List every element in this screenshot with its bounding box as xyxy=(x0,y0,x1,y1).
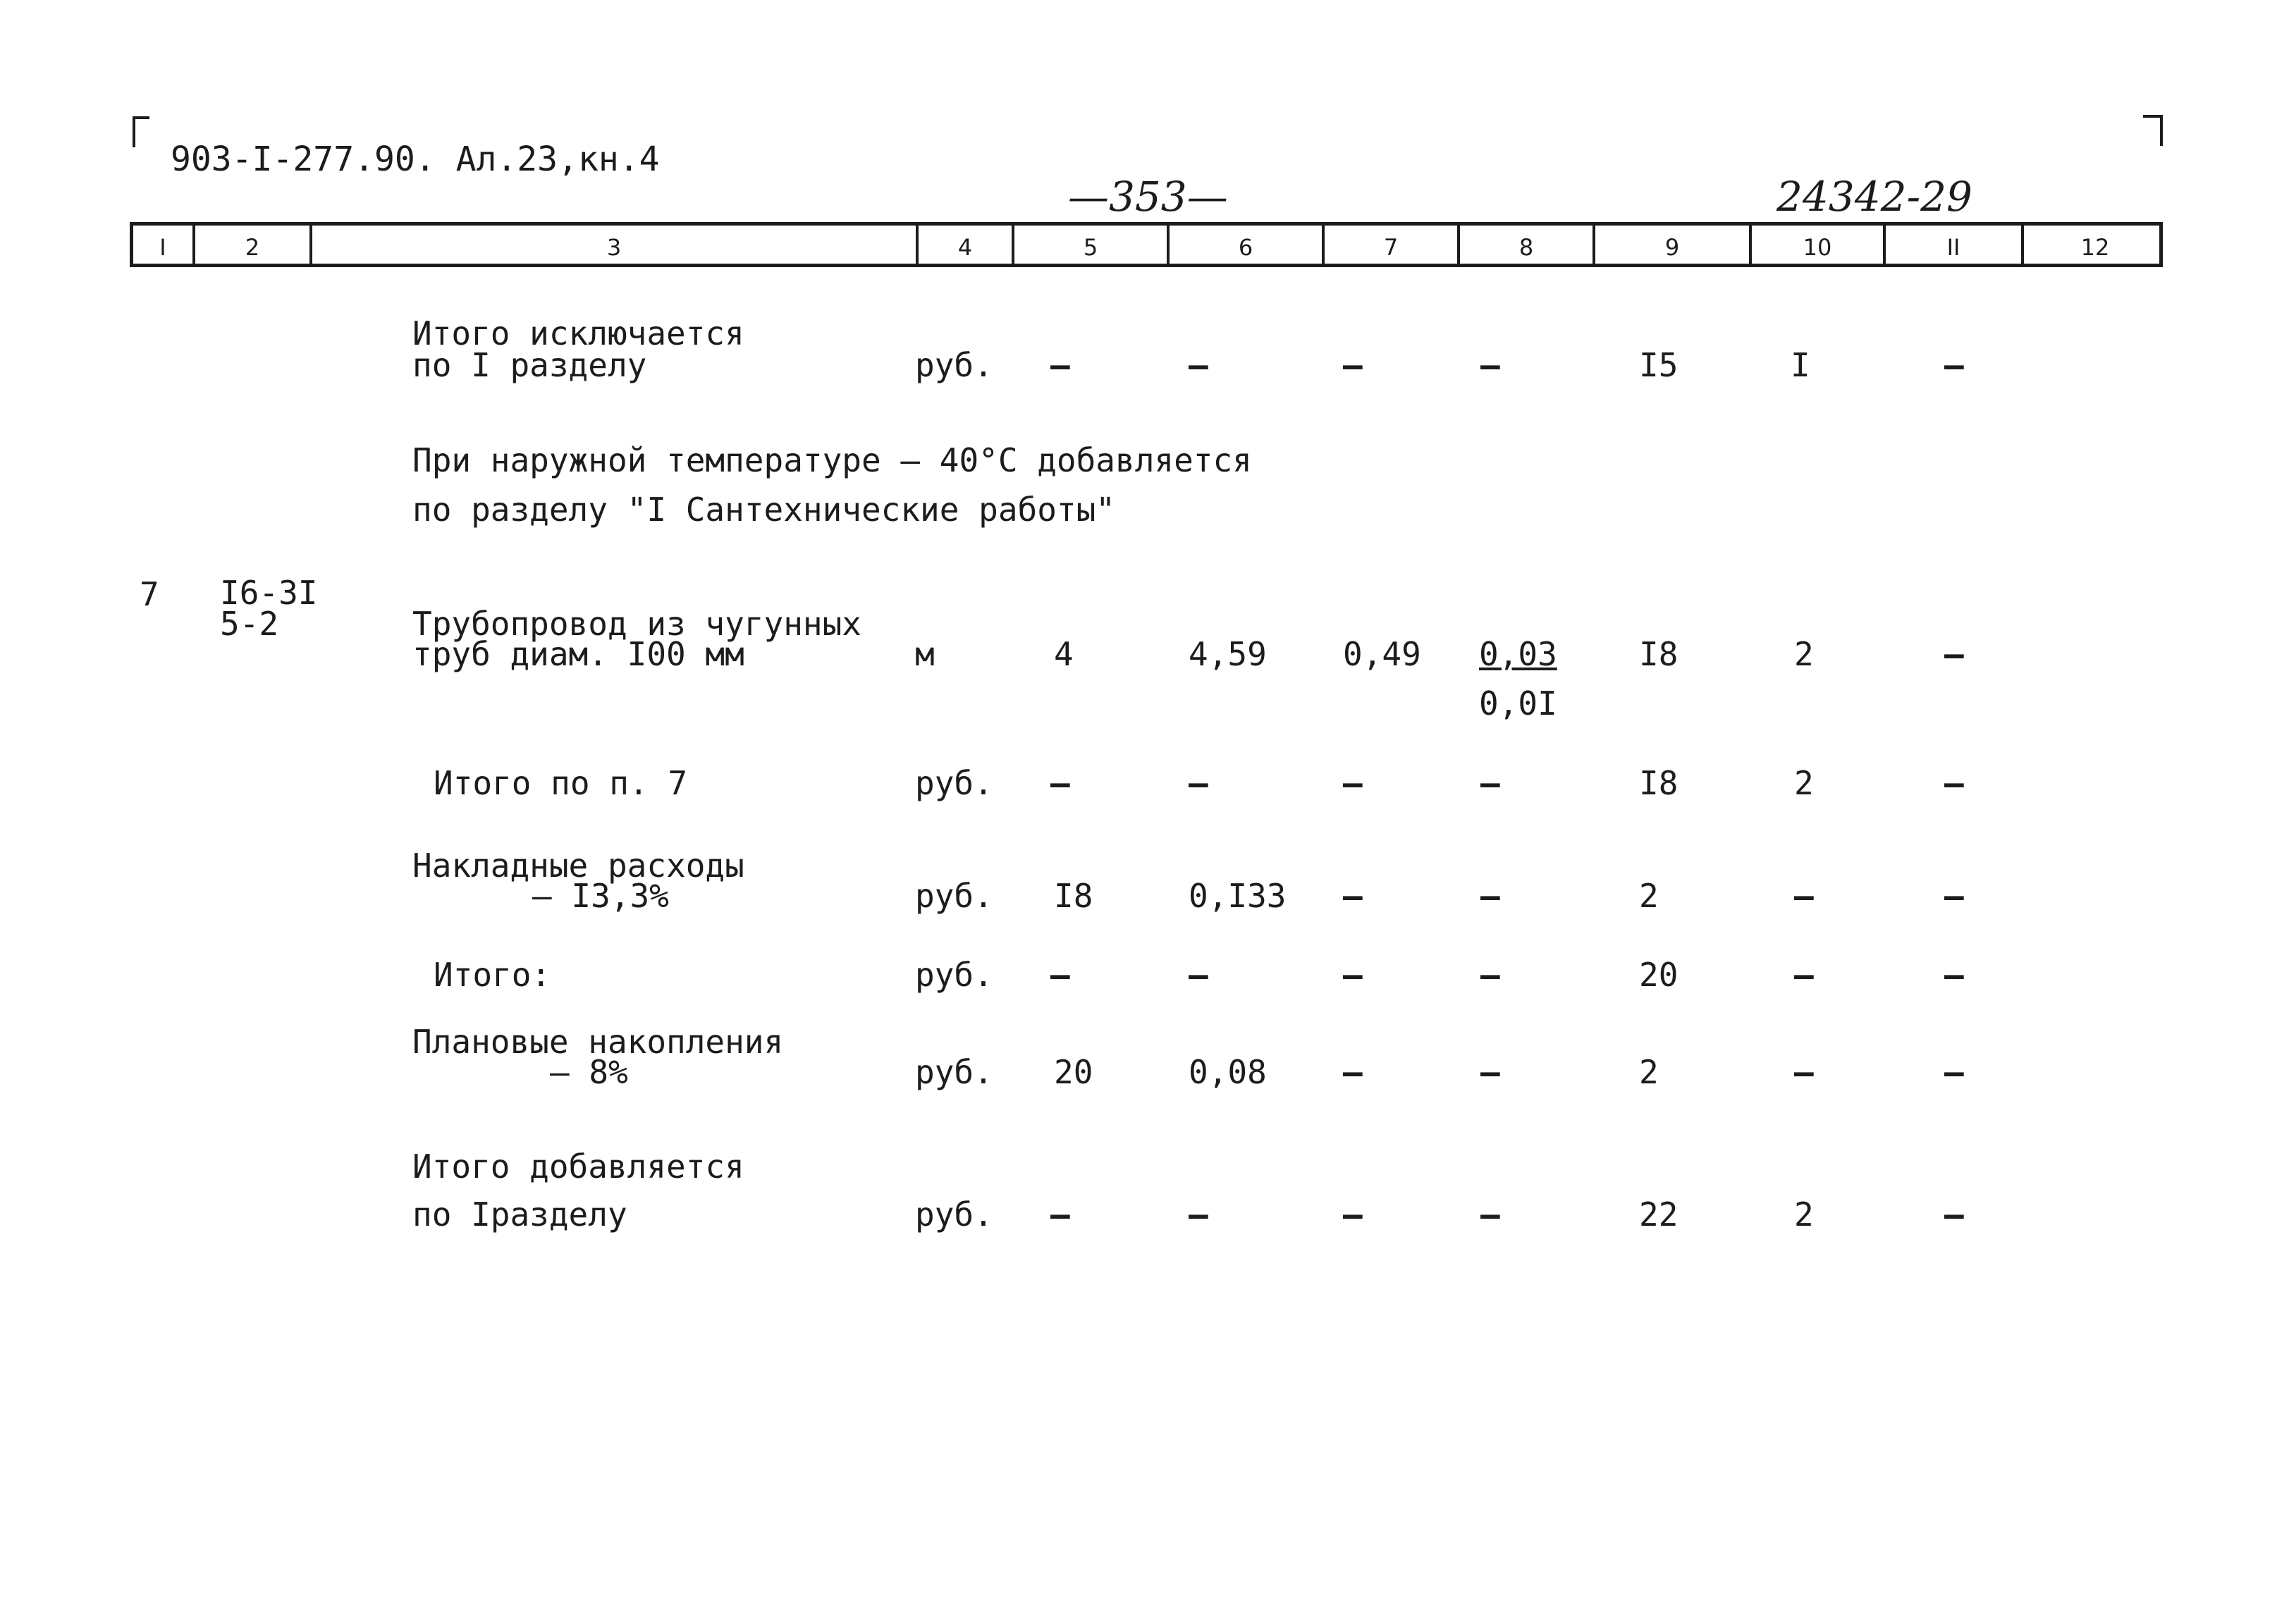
row-subtotal-c10: – xyxy=(1794,956,1814,994)
row-total-added-c5: – xyxy=(1050,1195,1070,1234)
row-subtotal-name: Итого: xyxy=(434,956,551,994)
row-planned-savings-name-line1: Плановые накопления xyxy=(412,1023,784,1061)
row-planned-savings-name-line2: – 8% xyxy=(550,1053,628,1091)
item7-c5: 4 xyxy=(1054,635,1074,673)
row-planned-savings-c8: – xyxy=(1480,1053,1500,1091)
row-total-added-c6: – xyxy=(1189,1195,1208,1234)
row-total-added-c7: – xyxy=(1343,1195,1363,1234)
row-subtotal-unit: руб. xyxy=(915,956,993,994)
row-total-excluded-name-line2: по I разделу xyxy=(412,346,647,384)
item7-name-line2: труб диам. I00 мм xyxy=(412,635,744,673)
row-overhead-name-line2: – I3,3% xyxy=(532,877,669,915)
row-planned-savings-c7: – xyxy=(1343,1053,1363,1091)
row-total-excluded-name-line1: Итого исключается xyxy=(412,314,744,352)
row-total-added-c10: 2 xyxy=(1794,1195,1814,1234)
row-total-excluded-c9: I5 xyxy=(1639,346,1679,384)
column-header-9: 9 xyxy=(1593,226,1749,264)
item7-c7: 0,49 xyxy=(1343,635,1421,673)
row-overhead-c8: – xyxy=(1480,877,1500,915)
row-total-item7-c7: – xyxy=(1343,764,1363,802)
document-code: 24342-29 xyxy=(1776,173,1972,221)
item7-c9: I8 xyxy=(1639,635,1679,673)
row-planned-savings-c10: – xyxy=(1794,1053,1814,1091)
column-header-8: 8 xyxy=(1457,226,1593,264)
item7-number: 7 xyxy=(140,575,159,613)
row-overhead-unit: руб. xyxy=(915,877,993,915)
row-total-added-c11: – xyxy=(1944,1195,1964,1234)
item7-c10: 2 xyxy=(1794,635,1814,673)
column-header-6: 6 xyxy=(1167,226,1322,264)
row-total-added-c8: – xyxy=(1480,1195,1500,1234)
item7-c8-bottom: 0,0I xyxy=(1479,684,1557,722)
note-line1: При наружной температуре – 40°С добавляется xyxy=(412,441,1252,479)
row-overhead-c7: – xyxy=(1343,877,1363,915)
row-subtotal-c11: – xyxy=(1944,956,1964,994)
row-overhead-c10: – xyxy=(1794,877,1814,915)
row-total-excluded-c11: – xyxy=(1944,346,1964,384)
corner-mark-left xyxy=(133,116,149,147)
corner-mark-right xyxy=(2143,115,2163,146)
row-total-excluded-c5: – xyxy=(1050,346,1070,384)
row-total-item7-name: Итого по п. 7 xyxy=(434,764,688,802)
row-total-excluded-c8: – xyxy=(1480,346,1500,384)
row-planned-savings-c9: 2 xyxy=(1639,1053,1659,1091)
row-total-item7-c10: 2 xyxy=(1794,764,1814,802)
row-total-item7-c5: – xyxy=(1050,764,1070,802)
row-overhead-c11: – xyxy=(1944,877,1964,915)
row-overhead-c6: 0,I33 xyxy=(1189,877,1287,915)
row-total-excluded-c6: – xyxy=(1189,346,1208,384)
row-total-added-name-line2: по Iразделу xyxy=(412,1195,627,1234)
column-header-3: 3 xyxy=(309,226,916,264)
row-planned-savings-c6: 0,08 xyxy=(1189,1053,1267,1091)
row-overhead-c5: I8 xyxy=(1054,877,1093,915)
row-total-excluded-c7: – xyxy=(1343,346,1363,384)
row-total-item7-c9: I8 xyxy=(1639,764,1679,802)
column-header-1: I xyxy=(159,234,166,261)
row-subtotal-c7: – xyxy=(1343,956,1363,994)
row-total-item7-unit: руб. xyxy=(915,764,993,802)
column-header-11: II xyxy=(1883,226,2021,264)
column-header-4: 4 xyxy=(916,226,1012,264)
row-total-item7-c11: – xyxy=(1944,764,1964,802)
document-reference: 903-I-277.90. Ал.23,кн.4 xyxy=(171,140,660,179)
note-line2: по разделу "I Сантехнические работы" xyxy=(412,491,1115,529)
row-overhead-name-line1: Накладные расходы xyxy=(412,847,744,885)
column-header-2: 2 xyxy=(192,226,309,264)
row-total-excluded-c10: I xyxy=(1791,346,1810,384)
item7-c8-top: 0,03 xyxy=(1479,635,1557,673)
item7-c11: – xyxy=(1944,635,1964,673)
column-header-5: 5 xyxy=(1012,226,1167,264)
row-total-added-unit: руб. xyxy=(915,1195,993,1234)
row-total-item7-c6: – xyxy=(1189,764,1208,802)
row-total-added-c9: 22 xyxy=(1639,1195,1679,1234)
row-subtotal-c6: – xyxy=(1189,956,1208,994)
row-total-added-name-line1: Итого добавляется xyxy=(412,1148,744,1186)
item7-name-line1: Трубопровод из чугунных xyxy=(412,605,861,643)
row-total-item7-c8: – xyxy=(1480,764,1500,802)
row-subtotal-c9: 20 xyxy=(1639,956,1679,994)
item7-c6: 4,59 xyxy=(1189,635,1267,673)
item7-code-line1: I6-3I xyxy=(220,574,318,612)
row-overhead-c9: 2 xyxy=(1639,877,1659,915)
row-subtotal-c5: – xyxy=(1050,956,1070,994)
row-planned-savings-unit: руб. xyxy=(915,1053,993,1091)
item7-code-line2: 5-2 xyxy=(220,605,279,643)
row-planned-savings-c11: – xyxy=(1944,1053,1964,1091)
column-header-row xyxy=(130,222,2163,267)
item7-unit: м xyxy=(915,635,935,673)
row-total-excluded-unit: руб. xyxy=(915,346,993,384)
page-number: —353— xyxy=(1068,173,1228,221)
column-header-10: 10 xyxy=(1749,226,1883,264)
row-planned-savings-c5: 20 xyxy=(1054,1053,1093,1091)
column-header-7: 7 xyxy=(1322,226,1457,264)
row-subtotal-c8: – xyxy=(1480,956,1500,994)
column-header-12: 12 xyxy=(2021,226,2166,264)
